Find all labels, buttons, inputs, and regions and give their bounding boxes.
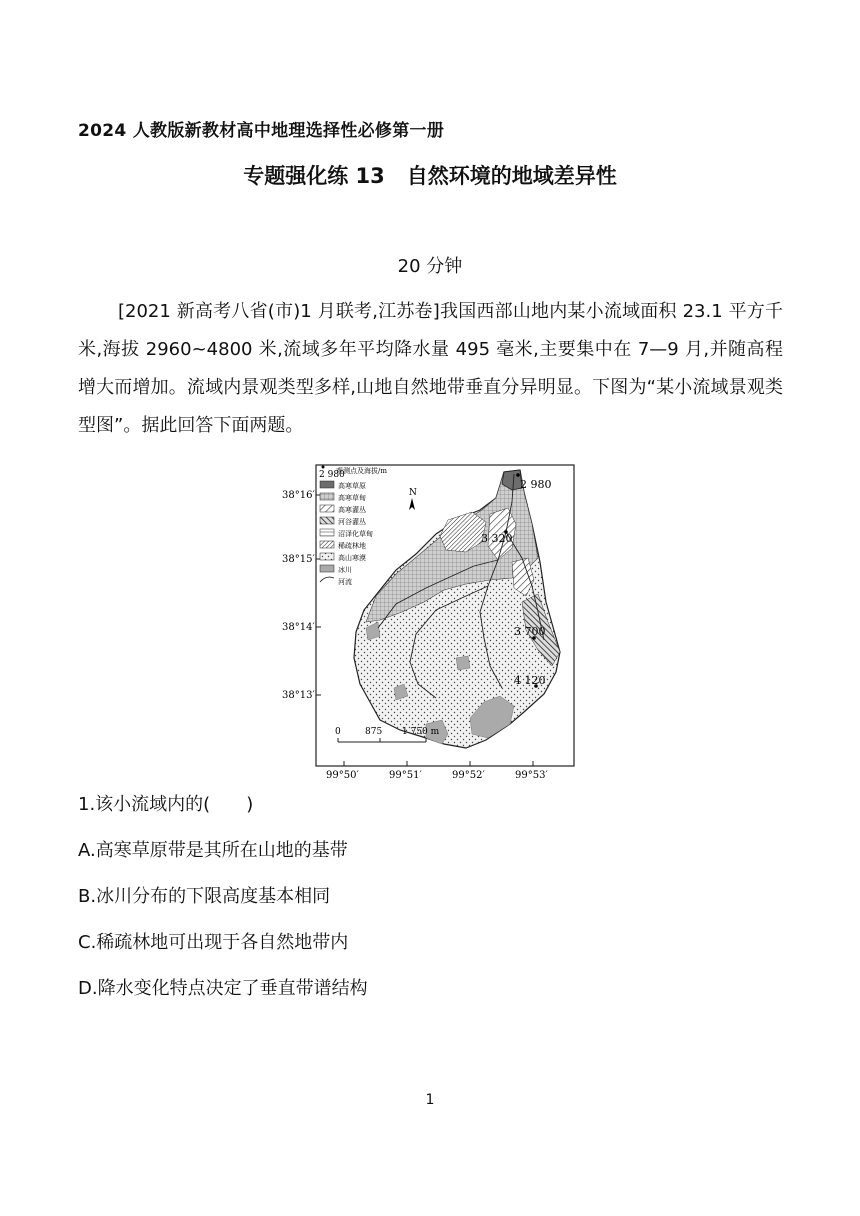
latitude-axis: [282, 490, 321, 701]
option-c: C.稀疏林地可出现于各自然地带内: [78, 932, 349, 953]
legend-label: 高寒灌丛: [338, 506, 366, 514]
question-source: [2021 新高考八省(市)1 月联考,江苏卷]: [118, 301, 440, 322]
legend-label: 沼泽化草甸: [338, 530, 373, 538]
legend-label: 冰川: [338, 566, 352, 574]
lat-label: 38°14′: [282, 622, 315, 633]
lon-label: 99°50′: [326, 770, 359, 780]
legend-label: 高山寒漠: [338, 554, 366, 562]
option-d: D.降水变化特点决定了垂直带谱结构: [78, 978, 368, 999]
legend-label: 高寒草原: [338, 482, 366, 490]
legend-swatch: [320, 553, 334, 560]
legend-label: 河谷灌丛: [338, 518, 366, 526]
scale-label: 1 750 m: [402, 727, 440, 737]
legend-swatch: [320, 505, 334, 512]
book-title: 2024 人教版新教材高中地理选择性必修第一册: [78, 121, 445, 141]
document-title: [0, 160, 860, 190]
legend-title: 观测点及海拔/m: [336, 467, 387, 475]
legend-swatch: [320, 541, 334, 548]
lon-label: 99°52′: [452, 770, 485, 780]
legend-label: 高寒草甸: [338, 494, 366, 502]
legend-swatch: [320, 529, 334, 536]
glacier-zone: [456, 656, 470, 670]
legend-swatch: [320, 481, 334, 488]
point-label: 2 980: [520, 478, 552, 491]
practice-label: 专题强化练 13: [243, 164, 385, 188]
point-label: 4 120: [514, 674, 546, 687]
option-a: A.高寒草原带是其所在山地的基带: [78, 840, 348, 861]
watershed-map: [276, 462, 576, 780]
point-label: 3 320: [481, 532, 513, 545]
question-stem: 1.该小流域内的( ): [78, 794, 254, 815]
observation-point: [516, 473, 520, 477]
legend-point-icon: [322, 466, 325, 469]
lon-label: 99°51′: [389, 770, 422, 780]
lat-label: 38°15′: [282, 554, 315, 565]
legend-label: 河流: [338, 578, 352, 586]
intro-text: 我国西部山地内某小流域面积 23.1 平方千米,海拔 2960~4800 米,流域多年平均降水量 495 毫米,主要集中在 7—9 月,并随高程增大而增加。流域内景观类型多样,山地自然地带垂直分异明显。下图为“某小流域景观类型图”。据此回答下面两题。: [78, 301, 783, 436]
point-label: 3 700: [514, 625, 546, 638]
time-limit: 20 分钟: [397, 256, 463, 277]
scale-label: 0: [335, 727, 341, 737]
legend-point-label: 2 980: [319, 470, 345, 480]
intro-paragraph: [78, 293, 783, 445]
north-label: N: [409, 488, 417, 498]
legend-swatch: [320, 565, 334, 572]
legend-swatch: [320, 493, 334, 500]
lon-label: 99°53′: [515, 770, 548, 780]
legend-label: 稀疏林地: [338, 542, 366, 550]
scale-label: 875: [365, 727, 383, 737]
topic-title: 自然环境的地域差异性: [406, 164, 617, 188]
lat-label: 38°13′: [282, 690, 315, 701]
lat-label: 38°16′: [282, 490, 315, 501]
option-b: B.冰川分布的下限高度基本相同: [78, 886, 331, 907]
page-number: 1: [425, 1092, 435, 1108]
legend-swatch: [320, 517, 334, 524]
watershed-map-figure: [276, 462, 576, 780]
